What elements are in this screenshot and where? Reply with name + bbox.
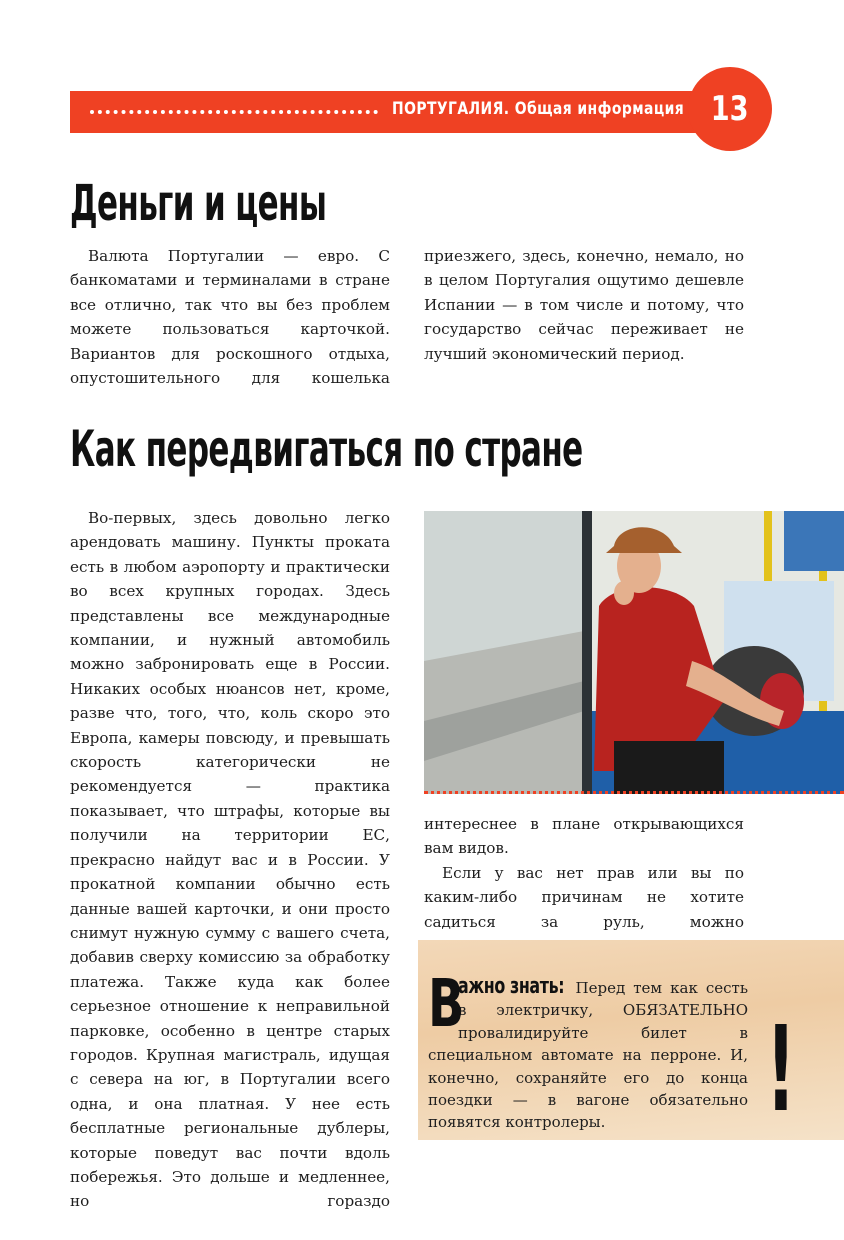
notice-body bbox=[428, 965, 748, 1134]
transport-paragraph-left: Во-первых, здесь довольно легко арендовать машину. Пункты проката есть в любом аэропорту и практически во всех крупных городах. Здесь представлены все международные компании, и нужный автомобиль можно забронировать еще в России. Никаких особых нюансов нет, кроме, разве что, того, что, коль скоро это Европа, камеры повсюду, и превышать скорость категорически не рекомендуется — практика показывает, что штрафы, которые вы получили на территории ЕС, прекрасно найдут вас и в России. У прокатной компании обычно есть данные вашей карточки, и они просто снимут нужную сумму с вашего счета, добавив сверху комиссию за обработку платежа. Также куда как более серьезное отношение к неправильной парковке, особенно в центре старых городов. Крупная магистраль, идущая с севера на юг, в Португалии всего одна, и она платная. У нее есть бесплатные региональные дублеры, которые поведут вас почти вдоль побережья. Это дольше и медленнее, но гораздо bbox=[70, 509, 390, 1211]
photo-dotted-line bbox=[424, 791, 844, 794]
page-number-badge bbox=[688, 67, 772, 151]
section-title: ПОРТУГАЛИЯ. Общая информация bbox=[392, 99, 685, 119]
page-number: 13 bbox=[711, 89, 749, 129]
exclamation-icon: ! bbox=[766, 1000, 796, 1138]
money-paragraph-right: приезжего, здесь, конечно, немало, но в целом Португалия ощутимо дешевле Испании — в том числе и потому, что государство сейчас переживает не лучший экономический период. bbox=[424, 247, 744, 363]
photo-illustration bbox=[424, 511, 844, 794]
header-dotted-line bbox=[90, 110, 378, 114]
heading-money: Деньги и цены bbox=[70, 174, 327, 232]
header-bar bbox=[70, 91, 720, 133]
transport-paragraph-right-2: Если у вас нет прав или вы по каким-либо причинам не хотите садиться за руль, можно bbox=[424, 863, 744, 931]
notice-text: Перед тем как сесть в электричку, ОБЯЗАТЕЛЬНО провалидируйте билет в специальном автомате на перроне. И, конечно, сохраняйте его до конца поездки — в вагоне обязательно появятся контролеры. bbox=[428, 979, 748, 1132]
important-notice bbox=[418, 940, 844, 1140]
transport-left-column bbox=[70, 506, 390, 1214]
money-paragraph-left: Валюта Португалии — евро. С банкоматами и терминалами в стране все отлично, так что вы без проблем можете пользоваться карточкой. Вариантов для роскошного отдыха, опустошительного для кошелька bbox=[70, 247, 390, 388]
transport-right-column bbox=[424, 812, 744, 958]
notice-lead: ажно знать: bbox=[458, 974, 565, 999]
money-right-column bbox=[424, 244, 744, 366]
heading-transport: Как передвигаться по стране bbox=[70, 420, 583, 478]
money-left-column bbox=[70, 244, 390, 390]
photo-man-on-train bbox=[424, 511, 844, 794]
transport-paragraph-right-1: интереснее в плане открывающихся вам видов. bbox=[424, 815, 744, 858]
notice-initial-letter: В bbox=[428, 965, 465, 1042]
